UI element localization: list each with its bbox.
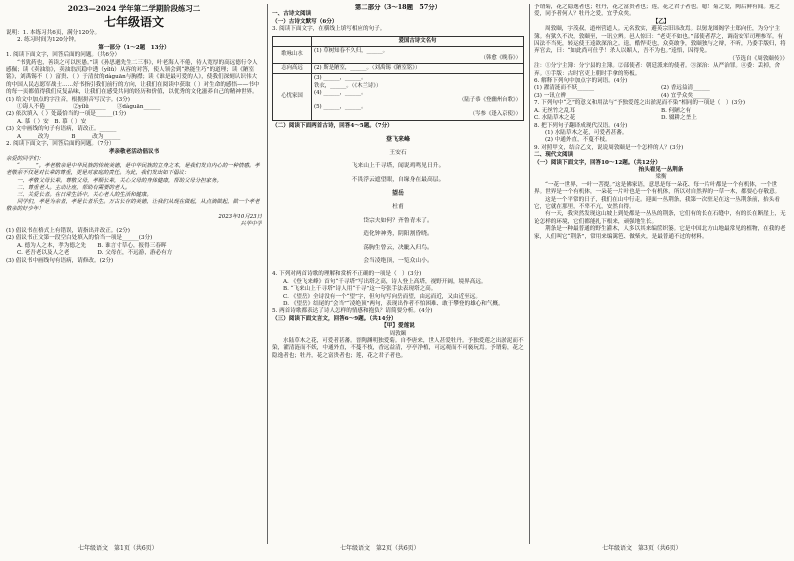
blank-line[interactable]: (2) 斯是陋室，______。（刘禹锡《陋室铭》） xyxy=(314,65,421,72)
option: C. 《望岳》全诗没有一个“望”字，但句句写向岳而望，由远而近，又由近至远。 xyxy=(283,293,481,300)
table-row xyxy=(273,64,524,74)
sub-question: (3) 文中画线的句子有语病，请改正。______ xyxy=(6,126,117,133)
blank-line[interactable]: (3) ______，______。 xyxy=(314,75,367,82)
sub-question: (2) 中通外直，不蔓不枝。 xyxy=(545,137,611,144)
poem-author: 杜甫 xyxy=(392,204,404,211)
grade-title: 七年级语文 xyxy=(103,15,164,29)
question-stem: 6. 解释下列句中加点字的词语。(4分) xyxy=(534,78,628,85)
table-header-cell xyxy=(273,36,312,46)
option: B. “飞来山上千寻塔”诗人用“千寻”这一夸张手法表现塔之高。 xyxy=(283,286,437,293)
page-column-1 xyxy=(6,4,262,532)
blank-line[interactable]: (4) 宜乎众矣______ xyxy=(661,92,710,99)
instruction-line: 说明：1. 本练习共6页，满分120分。 xyxy=(6,30,101,36)
passage-paragraph: 荆条是一种最普通的野生灌木，人多以其来编筐织篓。它是中国北方山地最常见的植物，在我的老家，人们叫它“荆条”，常用来编篱笆、做柴火，是最普通不过的材料。 xyxy=(534,226,786,240)
page-footer: 七年级语文 第2页（共6页） xyxy=(340,545,420,552)
sub-question: (2) 倡议书正文第一段空白处填入的恰当一项是______(3分) xyxy=(6,235,153,242)
page-footer: 七年级语文 第1页（共6页） xyxy=(78,545,158,552)
column-divider xyxy=(267,4,268,544)
passage-paragraph: 水陆草木之花，可爱者甚蕃。晋陶渊明独爱菊。自李唐来，世人甚爱牡丹。予独爱莲之出淤泥而不染，濯清涟而不妖，中通外直，不蔓不枝，香远益清，亭亭净植，可远观而不可亵玩焉。予谓菊，花之隐逸者也；牡丹，花之富贵者也；莲，花之君子者也。 xyxy=(272,338,524,359)
text-label: 【甲】爱莲说 xyxy=(381,323,415,330)
sub-question: (1) 给文中加点的字注音，根据拼音写汉字。(3分) xyxy=(6,96,130,103)
letter-title: 孝亲敬老活动倡议书 xyxy=(108,148,160,155)
page-column-2 xyxy=(272,4,524,532)
table-row xyxy=(273,46,524,63)
text-label: 【乙】 xyxy=(652,18,670,25)
instruction-line: 2. 练习时间为120分钟。 xyxy=(17,37,80,44)
table-cell xyxy=(312,64,524,74)
page-footer: 七年级语文 第3页（共6页） xyxy=(602,545,682,552)
citation: （岑参《逢入京使》） xyxy=(469,111,521,118)
question-stem: 7. 下列句中“之”的意义和用法与“予独爱莲之出淤泥而不染”相同的一项是（ ）(3分) xyxy=(534,100,746,107)
question-stem: 4. 下列对两首诗歌的理解和赏析不正确的一项是（ ）(3分) xyxy=(272,271,422,278)
poem-table xyxy=(272,36,524,121)
letter-line: 三、关爱长者。在日常生活中，关心老人的生活和健康。 xyxy=(17,191,152,198)
option: C. 水陆草木之花 xyxy=(534,115,576,122)
table-category: 心忧家国 xyxy=(273,74,312,120)
poem-line: 造化钟神秀，阴阳割昏晓。 xyxy=(363,231,433,238)
blank-line[interactable]: (4) ______，______。 xyxy=(314,89,367,96)
text-author: 周敦颐 xyxy=(389,330,407,337)
letter-line: 亲爱的同学们： xyxy=(6,155,44,162)
section-heading: 二、现代文阅读 xyxy=(534,152,574,159)
question-stem: 5. 两首诗歌都表达了诗人怎样的情感和抱负？请简要分析。(4分) xyxy=(272,308,433,315)
sub-section-heading: （二）阅读下面两首古诗，回答4～5题。（7分） xyxy=(272,122,393,129)
section-heading: 第一部分（1～2题 13分） xyxy=(98,44,170,51)
letter-line: 同学们，孝是为亲者，孝是长者乐生。万古长存的美德，让我们从现在做起，从点滴做起，做一个孝老敬亲的好少年！ xyxy=(6,199,260,213)
choice-options xyxy=(534,108,788,123)
table-cell xyxy=(312,46,524,63)
sub-question: (1) 倡议书在格式上有错误，请指出并改正。(2分) xyxy=(6,227,130,234)
option: D. 《望岳》结尾的“会当”“凌绝顶”两句，表现出作者不怕困难、敢于攀登的雄心和气概。 xyxy=(283,301,504,308)
sub-section-heading: （一）阅读下面文字，回答10～12题。（共12分） xyxy=(534,159,661,166)
letter-signature: 兴华中学 xyxy=(240,220,262,227)
blank-line[interactable]: 铁衣，______。（《木兰诗》） xyxy=(314,82,382,89)
column-divider xyxy=(529,4,530,544)
table-cell xyxy=(312,74,524,120)
annotation-notes: 注：①分宁主簿：分宁县的主簿。②部使者：朝廷派来的使者。③深治：从严治罪。④委：丢掉，舍弃。⑤手版：古时官吏上朝时手拿的笏板。 xyxy=(534,63,781,77)
poem-line: 飞来山上千寻塔，闻说鸡鸣见日升。 xyxy=(351,163,445,170)
question-stem: 9. 对照甲文，结合乙文，说说周敦颐是一个怎样的人？(3分) xyxy=(534,144,684,151)
exam-title: 2023—2024 学年第二学期阶段练习二 xyxy=(67,4,201,13)
table-category: 歌咏山水 xyxy=(273,46,312,63)
section-heading: 一、古诗文阅读 xyxy=(272,11,312,18)
answer-blanks xyxy=(534,85,788,100)
blank-line[interactable]: (5) ______，______。 xyxy=(314,104,367,111)
poem-line: 荡胸生曾云，决眦入归鸟。 xyxy=(363,244,433,251)
option: D. 辍耕之垄上 xyxy=(661,115,697,122)
passage-paragraph: 周敦颐，字茂叔，道州营道人。元名敦实，避英宗旧讳改焉。以舅龙图阁学士郑向任，为分宁主簿。有狱久不决，敦颐至，一讯立辨。邑人惊曰：“老吏不如也。”部使者荐之，调南安军司理参军。有囚法不当死，转运使王逵欲深治之。逵，酷悍吏也，众莫敢争，敦颐独与之辩，不听，乃委手版归，将弃官去，曰：“如此尚可仕乎！杀人以媚人，吾不为也。”逵悟，囚得免。 xyxy=(534,26,786,55)
blank-line[interactable]: (3) 一讯立辨______ xyxy=(534,92,583,99)
poem-line: 会当凌绝顶，一览众山小。 xyxy=(363,258,433,264)
letter-line: 一、孝敬父母长辈。尊敬父母，孝顺长辈，关心父母的身体健康，帮助父母分担家务。 xyxy=(17,177,222,184)
letter-line: 二、尊重老人。主动让座，帮助有需要的老人。 xyxy=(17,184,131,191)
option: B. 何陋之有 xyxy=(661,107,692,114)
option: A. 《登飞来峰》首句“千寻塔”写出塔之高，诗人登上高塔，视野开阔，境界高远。 xyxy=(283,278,487,285)
passage-paragraph: 予谓菊，花之隐逸者也；牡丹，花之富贵者也；莲，花之君子者也。噫！菊之爱，陶后鲜有闻。莲之爱，同予者何人？牡丹之爱，宜乎众矣。 xyxy=(534,4,781,18)
sub-question: ①诲人不倦______ ②yǐlǜ______ ③dàguān______ xyxy=(17,104,161,111)
poem-line: 不畏浮云遮望眼，自缘身在最高层。 xyxy=(351,176,445,183)
passage-paragraph: “一花一世界，一叶一菩提。”这是佛家语，意思是每一朵花、每一片叶都是一个有机体，一个世界。世界是一个有机体，一朵花一片叶也是一个有机体，所以对自然界的一草一木，都要心存敬意。 xyxy=(534,181,781,196)
question-stem: 8. 把下列句子翻译成现代汉语。(4分) xyxy=(534,122,628,129)
table-category: 志向高远 xyxy=(273,64,312,74)
citation: （陆子恭《登幽州台歌》） xyxy=(459,97,521,104)
text-source: （节选自《周敦颐传》） xyxy=(729,55,788,62)
table-row xyxy=(273,74,524,120)
option: A. 德为人之本，孝为德之先 B. 谁言寸草心，报得三春晖 xyxy=(17,242,167,249)
blank-line[interactable]: (2) 香远益清______ xyxy=(661,85,710,92)
table-header-cell: 爱国古诗文名句 xyxy=(312,36,524,46)
sub-question: (1) 水陆草木之花，可爱者甚蕃。 xyxy=(545,129,628,136)
essay-title: 抬头看见一丛荆条 xyxy=(638,166,684,173)
sub-question: A______改为______ B______改为______ xyxy=(17,133,121,140)
letter-date: 2023年10月23日 xyxy=(218,213,262,220)
letter-line: “______”。孝老敬亲是中华民族的传统美德，是中华民族的立身之本，是我们发自内心的一种情感。孝老敬亲不仅是对长辈的尊重，更是对家庭的责任。为此，我们发出如下倡议： xyxy=(6,163,260,177)
passage-paragraph: 有一天，我突然发现这山坡上到处都是一丛丛的荆条，它们有的长在石缝中，有的长在断崖上，无论怎样的环境，它们都能扎下根来，顽强地生长。 xyxy=(534,211,786,225)
blank-line[interactable]: (1) 草树知春不久归，______。 xyxy=(314,47,389,54)
table-header-row xyxy=(273,36,524,46)
blank-line[interactable]: (1) 濯清涟而不妖______ xyxy=(534,85,595,92)
page-column-3 xyxy=(534,4,788,532)
question-stem: 2. 阅读下面文字，回答后面的问题。（7分） xyxy=(6,141,115,148)
sub-section-heading: （三）阅读下面文言文，回答6～9题。（共14分） xyxy=(272,315,397,322)
poem-line: 岱宗夫如何？齐鲁青未了。 xyxy=(363,217,433,224)
proposal-letter xyxy=(6,156,262,228)
section-heading: 第二部分（3～18题 57分） xyxy=(354,4,442,11)
sub-question: (2) 依次填入（ ）处最恰当的一项是______(1分) xyxy=(6,111,127,118)
poem-title: 登飞来峰 xyxy=(385,136,410,144)
passage-paragraph: 这是一个平常的日子，我们在山中行走。迎面一丛荆条，我第一次驻足在这一丛荆条前，抬头看它，它就在那里，不卑不亢，安然自得。 xyxy=(534,196,780,210)
question-stem: 1. 阅读下面文字，回答后面的问题。（共6分） xyxy=(6,52,121,59)
sub-section-heading: （一）古诗文默写（6分） xyxy=(272,18,338,25)
citation: （韩愈《晚春》） xyxy=(480,55,521,62)
poem-title: 望岳 xyxy=(391,190,404,198)
question-stem: 3. 阅读下面文字，在横线上填写相应的句子。 xyxy=(272,26,386,33)
option: A. 无丝竹之乱耳 xyxy=(534,107,576,114)
passage-paragraph: “书犹药也，善读之可以医愚。”读《孙思邈先生二三事》，叶老海人不倦，待人宽厚的高远德行令人感佩；读《卖油翁》，卖油翁沉稳中透（yǐlǜ）从容的对答，使人领会到“熟能生巧”的道理；读《陋室铭》，刘禹锡不（ ）富贵、（ ）于清贫的dàguān与胸襟；读《谁是最可爱的人》，使我们深刻认识伟大的中国人民志愿军战士……好书指引我们前行的方向，让我们在阅读中获取（ ）对生命的感悟——书中的每一页都值得我们反复品味，让我们在感受共同的经历和价值，以优秀的文化滋养自己的精神世界。 xyxy=(6,59,260,96)
essay-author: 梁衡 xyxy=(655,174,667,181)
sub-question: A. 慕（ ）安 B. 慕（ ）安 xyxy=(17,118,87,125)
poem-author: 王安石 xyxy=(389,150,407,157)
option: C. 老吾老以及人之老 D. 父母在，不远游，游必有方 xyxy=(17,250,173,257)
sub-question: (3) 倡议书中画线句有语病，请修改。(2分) xyxy=(6,257,114,264)
